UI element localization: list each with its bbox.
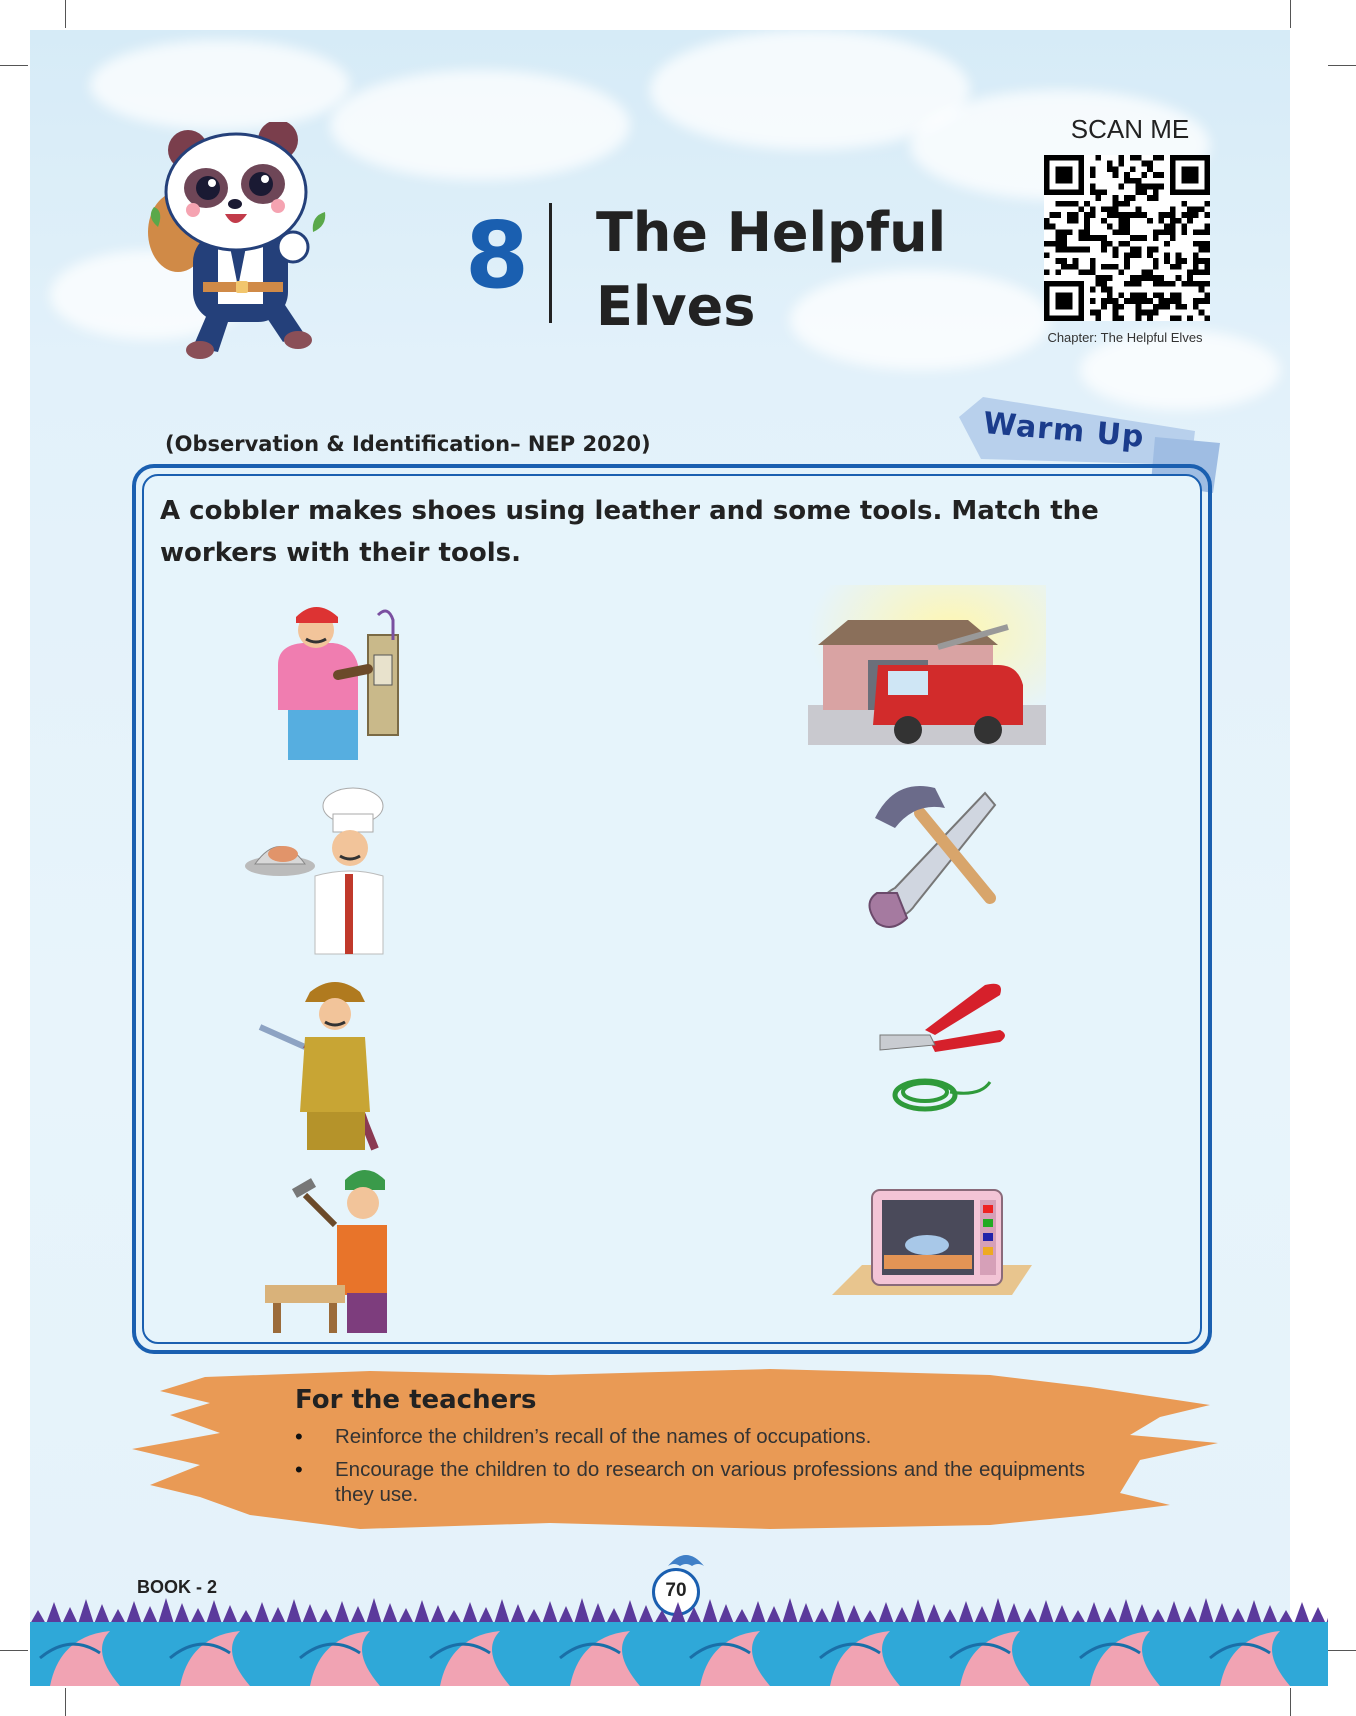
chapter-title — [596, 196, 976, 344]
warm-up-label: Warm Up — [981, 406, 1146, 455]
qr-caption: Chapter: The Helpful Elves — [1047, 330, 1203, 345]
teacher-note-list — [295, 1424, 1085, 1515]
crop-mark — [1290, 0, 1291, 28]
teacher-note-item: • Reinforce the children’s recall of the names of occupations. — [295, 1424, 872, 1449]
teacher-note-item: • Encourage the children to do research on various professions and the equipments they use. — [295, 1457, 1085, 1506]
panda-mascot — [148, 122, 338, 362]
electrician-picture[interactable] — [268, 595, 408, 765]
crop-mark — [1328, 65, 1356, 66]
teacher-note-text: Reinforce the children’s recall of the names of occupations. — [335, 1425, 872, 1448]
chapter-number: 8 — [464, 202, 529, 309]
hammer-and-saw-picture[interactable] — [865, 778, 1015, 938]
chapter-title-line-1: The Helpful — [596, 201, 947, 264]
crop-mark — [0, 65, 28, 66]
qr-code[interactable] — [1044, 155, 1210, 321]
carpenter-picture[interactable] — [265, 1165, 405, 1335]
crop-mark — [1290, 1688, 1291, 1716]
page-number: 70 — [665, 1580, 687, 1601]
book-label: BOOK - 2 — [137, 1577, 218, 1597]
chapter-title-line-2: Elves — [596, 275, 756, 338]
activity-subtitle: (Observation & Identification– NEP 2020) — [165, 432, 651, 456]
microwave-oven-picture[interactable] — [832, 1185, 1032, 1295]
crop-mark — [0, 1650, 28, 1651]
teacher-note-heading: For the teachers — [295, 1385, 537, 1415]
crop-mark — [1328, 1650, 1356, 1651]
firefighter-picture[interactable] — [255, 972, 405, 1152]
task-instruction: A cobbler makes shoes using leather and some tools. Match the workers with their tools. — [160, 496, 1099, 568]
teacher-note-text: Encourage the children to do research on various professions and the equipments they use. — [335, 1458, 1085, 1506]
title-divider — [549, 203, 552, 323]
pliers-and-wire-picture[interactable] — [870, 980, 1010, 1115]
footer-border — [30, 1588, 1328, 1686]
chef-picture[interactable] — [245, 786, 395, 956]
crop-mark — [65, 0, 66, 28]
fire-station-picture[interactable] — [808, 585, 1046, 745]
crop-mark — [65, 1688, 66, 1716]
scan-me-label: SCAN ME — [1070, 114, 1190, 144]
